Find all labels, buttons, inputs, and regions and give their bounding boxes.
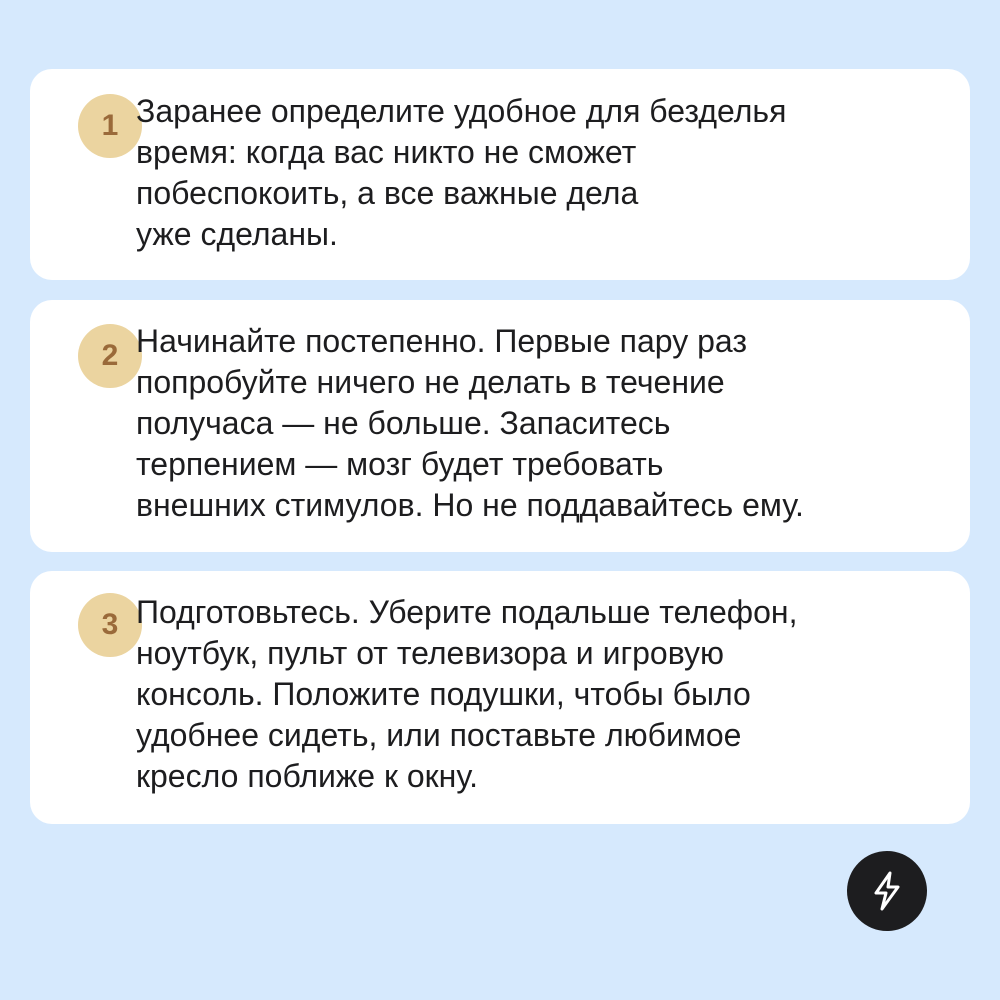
lightning-bolt-icon [870, 871, 904, 911]
brand-logo [847, 851, 927, 931]
tip-card-3 [30, 571, 970, 824]
tip-text: Заранее определите удобное для безделья время: когда вас никто не сможет побеспокоить, а все важные дела уже сделаны. [136, 93, 787, 252]
tip-card-2 [30, 300, 970, 552]
tip-card-1 [30, 69, 970, 280]
tip-text: Подготовьтесь. Уберите подальше телефон, ноутбук, пульт от телевизора и игровую консоль. Положите подушки, чтобы было удобнее сидеть, или поставьте любимое кресло поближе к окну. [136, 594, 798, 794]
tip-number-badge: 3 [78, 593, 142, 657]
tip-number-badge: 1 [78, 94, 142, 158]
tip-text: Начинайте постепенно. Первые пару раз попробуйте ничего не делать в течение получаса — не больше. Запаситесь терпением — мозг будет требовать внешних стимулов. Но не поддавайтесь ему. [136, 323, 804, 523]
tip-number-badge: 2 [78, 324, 142, 388]
